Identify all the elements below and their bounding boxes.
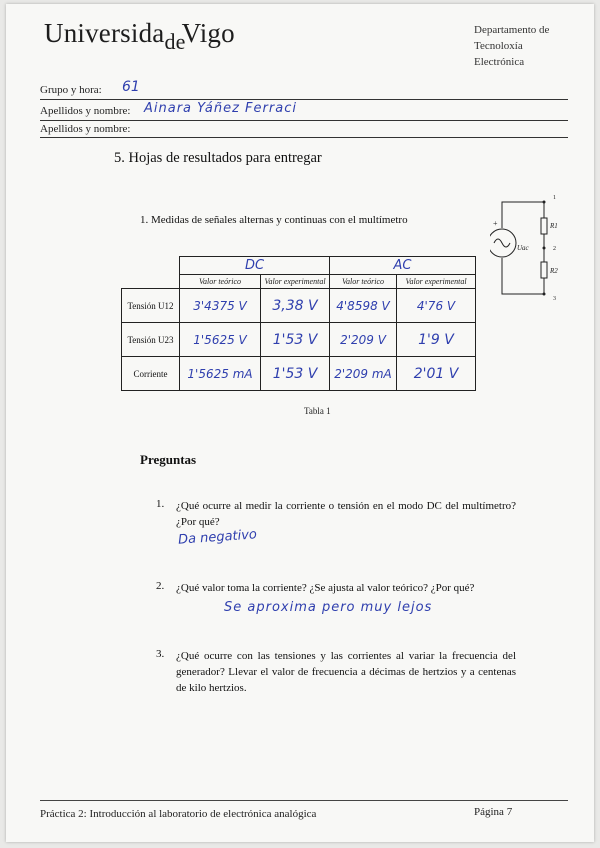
department-line-1: Departamento de <box>474 24 550 36</box>
logo-text-vigo: Vigo <box>181 18 235 48</box>
group-header-dc: DC <box>180 257 330 275</box>
group-header-ac: AC <box>330 257 476 275</box>
answer-2: Se aproxima pero muy lejos <box>224 600 433 615</box>
logo-text-main: Universida <box>44 18 165 48</box>
row-label: Tensión U23 <box>122 323 180 357</box>
resistor-r2 <box>541 262 547 278</box>
results-table <box>121 256 476 391</box>
row-label: Corriente <box>122 357 180 391</box>
footer-title: Práctica 2: Introducción al laboratorio de electrónica analógica <box>40 808 317 820</box>
names-label-1: Apellidos y nombre: <box>40 105 131 117</box>
department-line-2: Tecnoloxía <box>474 40 523 52</box>
table-cell: 2'209 V <box>330 323 397 357</box>
group-label: Grupo y hora: <box>40 84 102 96</box>
node-label-2: 2 <box>553 246 556 252</box>
table-cell: 2'209 mA <box>330 357 397 391</box>
circuit-diagram <box>490 190 560 300</box>
source-label: Uac <box>517 244 529 252</box>
question-text-3: ¿Qué ocurre con las tensiones y las corrientes al variar la frecuencia del generador? Llevar el valor de frecuencia a décimas de hertzios y a centenas de kilo hertzios. <box>176 650 516 694</box>
node-label-3: 3 <box>553 296 556 300</box>
col-header: Valor experimental <box>397 275 476 289</box>
names-label-2: Apellidos y nombre: <box>40 123 131 135</box>
question-text-1: ¿Qué ocurre al medir la corriente o tensión en el modo DC del multímetro? ¿Por qué? <box>176 500 516 528</box>
row-label: Tensión U12 <box>122 289 180 323</box>
col-header: Valor experimental <box>261 275 330 289</box>
group-field-line <box>40 99 568 100</box>
names-field-line-2 <box>40 137 568 138</box>
logo-text-de: de <box>164 29 186 54</box>
department-line-3: Electrónica <box>474 56 525 68</box>
group-value: 61 <box>122 79 140 95</box>
table-cell: 2'01 V <box>397 357 476 391</box>
page-number: Página 7 <box>474 806 513 818</box>
ac-source-icon <box>490 229 516 257</box>
question-number-3: 3. <box>156 648 165 660</box>
answer-1: Da negativo <box>177 527 258 548</box>
questions-heading: Preguntas <box>140 452 197 467</box>
plus-sign: + <box>493 219 498 228</box>
col-header: Valor teórico <box>330 275 397 289</box>
table-row <box>122 289 476 323</box>
names-value-1: Ainara Yáñez Ferraci <box>144 101 297 116</box>
table-row <box>122 323 476 357</box>
table-caption: Tabla 1 <box>304 406 331 416</box>
table-cell: 4'8598 V <box>330 289 397 323</box>
table-cell: 1'9 V <box>397 323 476 357</box>
section-subtitle: 1. Medidas de señales alternas y continuas con el multímetro <box>140 214 408 226</box>
question-text-2: ¿Qué valor toma la corriente? ¿Se ajusta al valor teórico? ¿Por qué? <box>176 582 475 594</box>
footer-divider <box>40 800 568 801</box>
department-block <box>474 22 549 70</box>
document-page <box>6 4 594 842</box>
table-cell: 4'76 V <box>397 289 476 323</box>
table-cell: 3,38 V <box>261 289 330 323</box>
question-number-2: 2. <box>156 580 165 592</box>
r1-label: R1 <box>550 222 558 230</box>
node-label-1: 1 <box>553 195 556 201</box>
section-title: 5. Hojas de resultados para entregar <box>114 150 322 166</box>
table-row <box>122 357 476 391</box>
col-header: Valor teórico <box>180 275 261 289</box>
r2-label: R2 <box>550 267 558 275</box>
table-cell: 1'53 V <box>261 323 330 357</box>
university-logo <box>44 18 239 54</box>
table-cell: 1'53 V <box>261 357 330 391</box>
table-cell: 3'4375 V <box>180 289 261 323</box>
question-number-1: 1. <box>156 498 165 510</box>
table-cell: 1'5625 mA <box>180 357 261 391</box>
names-field-line-1 <box>40 120 568 121</box>
table-cell: 1'5625 V <box>180 323 261 357</box>
resistor-r1 <box>541 218 547 234</box>
